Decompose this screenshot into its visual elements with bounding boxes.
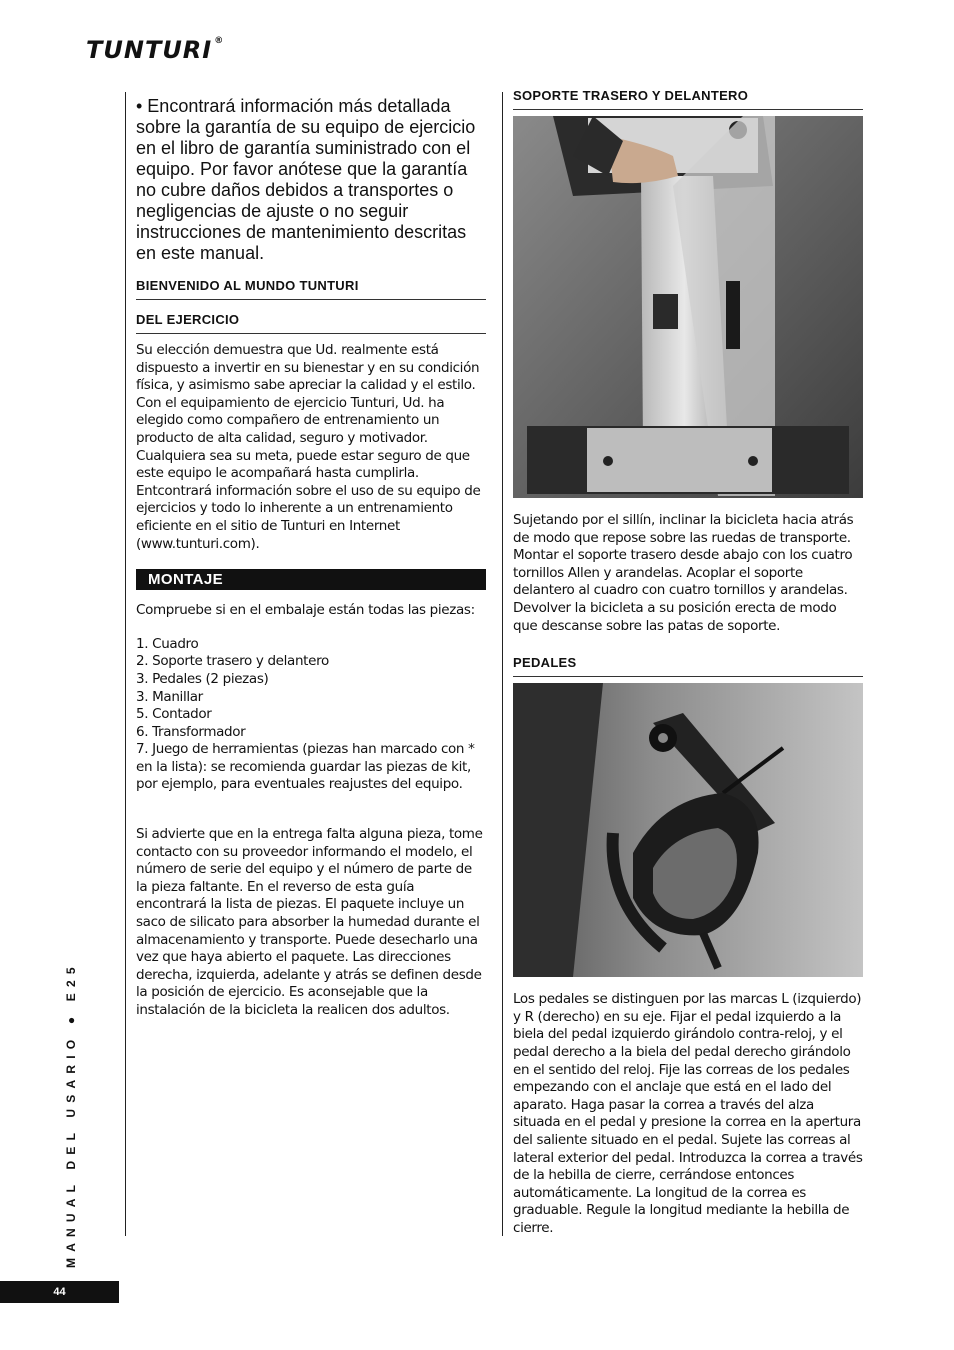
- montaje-heading: MONTAJE: [136, 569, 486, 590]
- brand-logo: [86, 36, 224, 64]
- soporte-paragraph: Sujetando por el sillín, inclinar la bicicleta hacia atrás de modo que repose sobre las ruedas de transporte. Montar el soporte trasero desde abajo con los cuatro tornillos Allen y arandelas. Acoplar el soporte delantero al cuadro con cuatro tornillos y arandelas. Devolver la bicicleta a su posición erecta de modo que descanse sobre las patas de soporte.: [513, 512, 854, 634]
- pedales-heading: PEDALES: [513, 655, 863, 677]
- list-item: 5. Contador: [136, 706, 212, 723]
- parts-list: [136, 636, 486, 794]
- right-column: [513, 88, 863, 1237]
- welcome-paragraph: Su elección demuestra que Ud. realmente está dispuesto a invertir en su bienestar y en su condición física, y asimismo sabe apreciar la calidad y el estilo. Con el equipamiento de ejercicio Tunturi, Ud. ha elegido como compañero de entrenamiento un producto de alta calidad, seguro y motivador. Cualquiera sea su meta, puede estar seguro de que este equipo le acompañará hasta cumplirla. Entcontrará información sobre el uso de su equipo de ejercicios y todo lo inherente a un entrenamiento eficiente en el sitio de Tunturi en Internet (www.tunturi.com).: [136, 342, 481, 552]
- list-item: 1. Cuadro: [136, 635, 199, 652]
- manual-side-label: MANUAL DEL USARIO ● E25: [64, 961, 78, 1268]
- pedal-assembly-illustration: [513, 683, 863, 977]
- welcome-heading-1: BIENVENIDO AL MUNDO TUNTURI: [136, 278, 486, 300]
- list-item: 2. Soporte trasero y delantero: [136, 653, 329, 670]
- list-item: 3. Manillar: [136, 688, 203, 705]
- pedal-assembly-photo: [513, 683, 863, 977]
- list-item: 7. Juego de herramientas (piezas han marcado con * en la lista): se recomienda guardar las piezas de kit, por ejemplo, para eventuales reajustes del equipo.: [136, 741, 475, 793]
- soporte-heading: SOPORTE TRASERO Y DELANTERO: [513, 88, 863, 110]
- warranty-note: • Encontrará información más detallada sobre la garantía de su equipo de ejercicio en el libro de garantía suministrado con el equipo. Por favor anótese que la garantía no cubre daños debidos a transportes o negligencias de ajuste o no seguir instrucciones de mantenimiento descritas en este manual.: [136, 96, 476, 263]
- welcome-heading-2: DEL EJERCICIO: [136, 312, 486, 334]
- left-column: [136, 96, 486, 1020]
- stand-assembly-photo: [513, 116, 863, 498]
- page-number: 44: [0, 1281, 119, 1303]
- list-item: 6. Transformador: [136, 723, 246, 740]
- registered-mark: ®: [214, 36, 225, 46]
- stand-assembly-illustration: [513, 116, 863, 498]
- left-column-rule: [125, 92, 126, 1236]
- list-item: 3. Pedales (2 piezas): [136, 670, 269, 687]
- missing-parts-paragraph: Si advierte que en la entrega falta alguna pieza, tome contacto con su proveedor informando el modelo, el número de serie del equipo y el número de parte de la pieza faltante. En el reverso de esta guía encontrará la lista de piezas. El paquete incluye un saco de silicato para absorber la humedad durante el almacenamiento y transporte. Puede desecharlo una vez que haya abierto el paquete. Las direcciones derecha, izquierda, adelante y atrás se definen desde la posición de ejercicio. Es aconsejable que la instalación de la bicicleta la realicen dos adultos.: [136, 826, 483, 1018]
- montaje-intro: Compruebe si en el embalaje están todas las piezas:: [136, 602, 475, 619]
- brand-name: TUNTURI: [86, 36, 213, 64]
- middle-column-rule: [502, 92, 503, 1236]
- pedales-paragraph: Los pedales se distinguen por las marcas L (izquierdo) y R (derecho) en su eje. Fijar el pedal izquierdo a la biela del pedal izquierdo girándolo contra-reloj, y el pedal derecho a la biela del pedal derecho girándolo en el sentido del reloj. Fije las correas de los pedales empezando con el anclaje que está en el lado del aparato. Haga pasar la correa a través del alza situada en el pedal y presione la correa en la apertura del saliente situado en el pedal. Sujete las correas al lateral exterior del pedal. Introduzca la correa a través de la hebilla de cierre, cerrándose entonces automáticamente. La longitud de la correa es graduable. Regule la longitud mediante la hebilla de cierre.: [513, 991, 863, 1236]
